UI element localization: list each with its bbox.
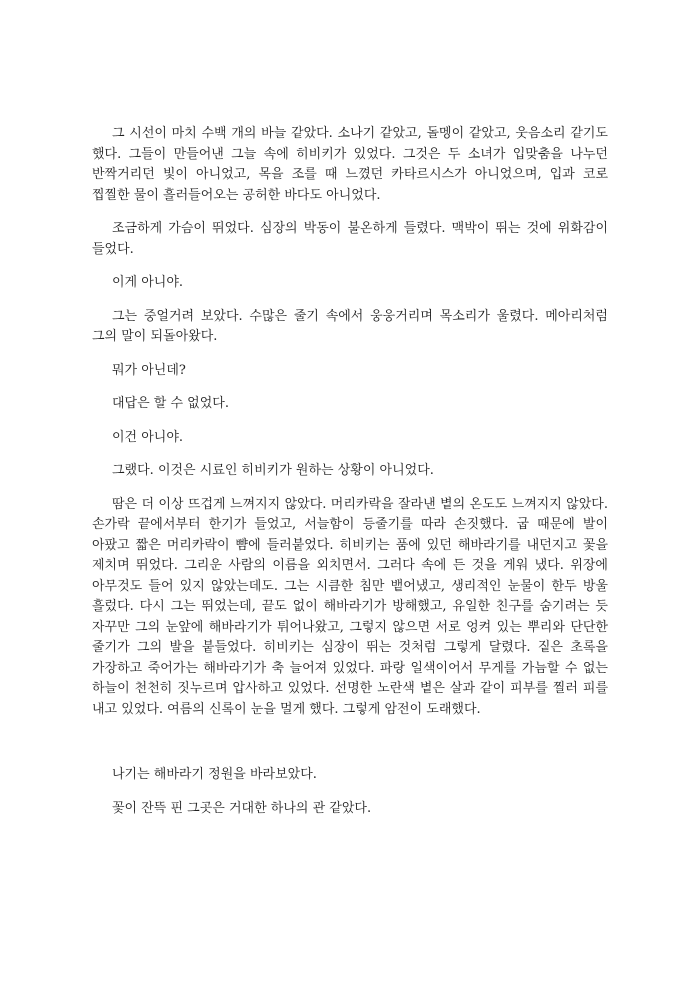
document-page — [92, 124, 608, 832]
section-break — [92, 733, 608, 765]
paragraph: 나기는 해바라기 정원을 바라보았다. — [112, 767, 317, 782]
paragraph: 꽃이 잔뜩 핀 그곳은 거대한 하나의 관 같았다. — [112, 800, 372, 816]
paragraph: 대답은 할 수 없었다. — [112, 396, 229, 411]
paragraph: 그는 중얼거려 보았다. 수많은 줄기 속에서 웅웅거리며 목소리가 울렸다. 메아리처럼 그의 말이 되돌아왔다. — [92, 308, 608, 344]
paragraph: 뭐가 아닌데? — [112, 362, 186, 378]
paragraph: 그랬다. 이것은 시료인 히비키가 원하는 상황이 아니었다. — [112, 463, 434, 478]
paragraph: 땀은 더 이상 뜨겁게 느껴지지 않았다. 머리카락을 잘라낸 볕의 온도도 느껴지지 않았다. 손가락 끝에서부터 한기가 들었고, 서늘함이 등줄기를 따라 손짓했다. 굽 때문에 발이 아팠고 짧은 머리카락이 뺨에 들러붙었다. 히비키는 품에 있던 해바라기를 내던지고 꽃을 제치며 뛰었다. 그리운 사람의 이름을 외치면서. 그러다 속에 든 것을 게워 냈다. 위장에 아무것도 들어 있지 않았는데도. 그는 시큼한 침만 뱉어냈고, 생리적인 눈물이 한두 방울 흘렀다. 다시 그는 뛰었는데, 끝도 없이 해바라기가 방해했고, 유일한 친구를 숨기려는 듯 자꾸만 그의 눈앞에 해바라기가 튀어나왔고, 그렇지 않으면 서로 엉켜 있는 뿌리와 단단한 줄기가 그의 발을 붙들었다. 히비키는 심장이 뛰는 것처럼 그렇게 달렸다. 짙은 초록을 가장하고 죽어가는 해바라기가 축 늘어져 있었다. 파랑 일색이어서 무게를 가늠할 수 없는 하늘이 천천히 짓누르며 압사하고 있었다. 선명한 노란색 볕은 살과 같이 피부를 찔러 피를 내고 있었다. 여름의 신록이 눈을 멀게 했다. 그렇게 암전이 도래했다. — [92, 496, 608, 717]
paragraph: 이게 아니야. — [112, 275, 184, 290]
paragraph: 조금하게 가슴이 뛰었다. 심장의 박동이 불온하게 들렸다. 맥박이 뛰는 것에 위화감이 들었다. — [92, 221, 608, 257]
paragraph: 이건 아니야. — [112, 429, 184, 445]
paragraph: 그 시선이 마치 수백 개의 바늘 같았다. 소나기 같았고, 돌멩이 같았고, 웃음소리 같기도 했다. 그들이 만들어낸 그늘 속에 히비키가 있었다. 그것은 두 소녀가 입맞춤을 나누던 반짝거리던 빛이 아니었고, 목을 조를 때 느꼈던 카타르시스가 아니었으며, 입과 코로 찝찔한 물이 흘러들어오는 공허한 바다도 아니었다. — [92, 126, 608, 203]
